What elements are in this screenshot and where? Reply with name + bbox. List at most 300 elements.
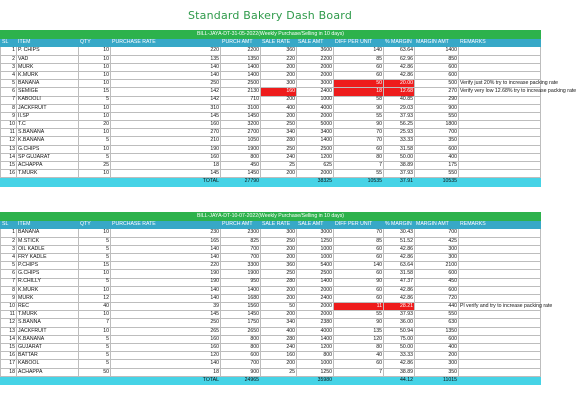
cell-diff-per-unit[interactable]: 7	[334, 162, 384, 170]
cell-item[interactable]: SEMIGE	[17, 88, 79, 96]
cell-diff-per-unit[interactable]: 55	[334, 112, 384, 120]
cell-sale-amt[interactable]: 1250	[297, 368, 334, 376]
cell-margin-amt[interactable]: 600	[415, 145, 459, 153]
cell-margin-amt[interactable]: 350	[415, 368, 459, 376]
cell-qty[interactable]: 10	[79, 270, 111, 278]
column-header-remarks[interactable]: REMARKS	[459, 221, 541, 229]
cell-remarks[interactable]	[459, 237, 541, 245]
cell-item[interactable]: T.C	[17, 121, 79, 129]
cell-item[interactable]: OIL KADLE	[17, 245, 79, 253]
cell-margin-pct[interactable]: 31.58	[384, 145, 415, 153]
cell-sale-amt[interactable]: 3000	[297, 80, 334, 88]
cell-margin-pct[interactable]: 42.86	[384, 294, 415, 302]
cell-purchase-rate[interactable]: 120	[111, 352, 221, 360]
cell-sl[interactable]: 10	[1, 121, 17, 129]
cell-item[interactable]: K.BANANA	[17, 335, 79, 343]
cell-qty[interactable]: 50	[79, 368, 111, 376]
cell-margin-amt[interactable]: 600	[415, 71, 459, 79]
cell-margin-pct[interactable]: 47.37	[384, 278, 415, 286]
column-header-sale-amt[interactable]: SALE AMT	[297, 221, 334, 229]
column-header-remarks[interactable]: REMARKS	[459, 39, 541, 47]
total-diff[interactable]	[334, 376, 384, 384]
cell-margin-pct[interactable]: 28.21	[384, 303, 415, 311]
cell-diff-per-unit[interactable]: 85	[334, 55, 384, 63]
cell-margin-amt[interactable]: 1800	[415, 121, 459, 129]
cell-purch-amt[interactable]: 1400	[221, 71, 261, 79]
cell-remarks[interactable]	[459, 63, 541, 71]
cell-sale-rate[interactable]: 300	[261, 229, 297, 237]
cell-margin-amt[interactable]: 600	[415, 270, 459, 278]
cell-item[interactable]: BATTAR	[17, 352, 79, 360]
cell-sale-rate[interactable]: 200	[261, 71, 297, 79]
cell-margin-amt[interactable]: 400	[415, 344, 459, 352]
cell-sale-rate[interactable]: 340	[261, 129, 297, 137]
cell-purch-amt[interactable]: 700	[221, 253, 261, 261]
cell-margin-pct[interactable]: 51.52	[384, 237, 415, 245]
cell-sale-amt[interactable]: 1400	[297, 278, 334, 286]
cell-item[interactable]: G.CHIPS	[17, 145, 79, 153]
cell-purchase-rate[interactable]: 210	[111, 137, 221, 145]
cell-qty[interactable]: 5	[79, 245, 111, 253]
cell-qty[interactable]: 5	[79, 344, 111, 352]
cell-qty[interactable]: 5	[79, 153, 111, 161]
cell-purchase-rate[interactable]: 310	[111, 104, 221, 112]
cell-remarks[interactable]	[459, 311, 541, 319]
cell-purch-amt[interactable]: 710	[221, 96, 261, 104]
cell-qty[interactable]: 12	[79, 294, 111, 302]
cell-remarks[interactable]	[459, 96, 541, 104]
cell-sl[interactable]: 7	[1, 278, 17, 286]
cell-qty[interactable]: 25	[79, 162, 111, 170]
total-label[interactable]: TOTAL	[1, 376, 221, 384]
column-header-purch-amt[interactable]: PURCH AMT	[221, 221, 261, 229]
cell-sl[interactable]: 3	[1, 245, 17, 253]
cell-sl[interactable]: 4	[1, 253, 17, 261]
cell-sale-rate[interactable]: 240	[261, 344, 297, 352]
cell-purchase-rate[interactable]: 140	[111, 63, 221, 71]
column-header-sale-amt[interactable]: SALE AMT	[297, 39, 334, 47]
cell-margin-amt[interactable]: 900	[415, 104, 459, 112]
cell-item[interactable]: S.BANNA	[17, 319, 79, 327]
cell-item[interactable]: VAD	[17, 55, 79, 63]
cell-item[interactable]: ACHAPPA	[17, 368, 79, 376]
cell-qty[interactable]: 10	[79, 229, 111, 237]
total-sale-amt[interactable]: 38325	[297, 178, 334, 186]
cell-purchase-rate[interactable]: 190	[111, 270, 221, 278]
cell-sale-amt[interactable]: 2000	[297, 112, 334, 120]
cell-sl[interactable]: 2	[1, 237, 17, 245]
cell-purch-amt[interactable]: 3100	[221, 104, 261, 112]
cell-diff-per-unit[interactable]: 60	[334, 294, 384, 302]
total-label[interactable]: TOTAL	[1, 178, 221, 186]
total-diff[interactable]: 10535	[334, 178, 384, 186]
cell-purch-amt[interactable]: 1560	[221, 303, 261, 311]
cell-sale-rate[interactable]: 340	[261, 319, 297, 327]
total-margin-amt[interactable]: 10535	[415, 178, 459, 186]
cell-margin-pct[interactable]: 42.86	[384, 360, 415, 368]
cell-margin-amt[interactable]: 175	[415, 162, 459, 170]
cell-purchase-rate[interactable]: 160	[111, 335, 221, 343]
cell-qty[interactable]: 10	[79, 55, 111, 63]
cell-sl[interactable]: 9	[1, 112, 17, 120]
cell-sale-rate[interactable]: 300	[261, 80, 297, 88]
cell-qty[interactable]: 5	[79, 335, 111, 343]
cell-diff-per-unit[interactable]: 55	[334, 170, 384, 178]
cell-purch-amt[interactable]: 1400	[221, 63, 261, 71]
cell-qty[interactable]: 5	[79, 253, 111, 261]
cell-item[interactable]: REC	[17, 303, 79, 311]
cell-remarks[interactable]	[459, 137, 541, 145]
cell-remarks[interactable]	[459, 245, 541, 253]
cell-margin-pct[interactable]: 38.89	[384, 368, 415, 376]
cell-purch-amt[interactable]: 1450	[221, 311, 261, 319]
cell-remarks[interactable]	[459, 270, 541, 278]
cell-qty[interactable]: 20	[79, 121, 111, 129]
cell-margin-pct[interactable]: 56.25	[384, 121, 415, 129]
cell-remarks[interactable]	[459, 153, 541, 161]
cell-sale-amt[interactable]: 1000	[297, 253, 334, 261]
cell-purch-amt[interactable]: 600	[221, 352, 261, 360]
cell-sale-rate[interactable]: 220	[261, 55, 297, 63]
cell-remarks[interactable]	[459, 253, 541, 261]
cell-sl[interactable]: 5	[1, 80, 17, 88]
cell-purch-amt[interactable]: 1680	[221, 294, 261, 302]
cell-sale-rate[interactable]: 280	[261, 137, 297, 145]
cell-sl[interactable]: 5	[1, 262, 17, 270]
cell-diff-per-unit[interactable]: 90	[334, 319, 384, 327]
cell-qty[interactable]: 7	[79, 319, 111, 327]
cell-remarks[interactable]	[459, 170, 541, 178]
cell-margin-pct[interactable]: 62.96	[384, 55, 415, 63]
cell-sale-amt[interactable]: 2000	[297, 303, 334, 311]
cell-sale-rate[interactable]: 200	[261, 253, 297, 261]
cell-margin-pct[interactable]: 42.86	[384, 286, 415, 294]
cell-diff-per-unit[interactable]: 60	[334, 270, 384, 278]
total-purch-amt[interactable]: 24965	[221, 376, 261, 384]
cell-sale-rate[interactable]: 200	[261, 112, 297, 120]
cell-purch-amt[interactable]: 3300	[221, 262, 261, 270]
cell-sale-amt[interactable]: 3000	[297, 229, 334, 237]
cell-sl[interactable]: 16	[1, 170, 17, 178]
cell-sale-rate[interactable]: 360	[261, 47, 297, 55]
cell-item[interactable]: SP GUJARAT	[17, 153, 79, 161]
cell-item[interactable]: KABOOLI	[17, 96, 79, 104]
cell-margin-amt[interactable]: 550	[415, 311, 459, 319]
cell-item[interactable]: G.CHIPS	[17, 270, 79, 278]
cell-remarks[interactable]	[459, 121, 541, 129]
cell-item[interactable]: K.BANANA	[17, 137, 79, 145]
cell-diff-per-unit[interactable]: 80	[334, 344, 384, 352]
cell-remarks[interactable]	[459, 262, 541, 270]
cell-margin-amt[interactable]: 290	[415, 96, 459, 104]
cell-sale-rate[interactable]: 200	[261, 170, 297, 178]
cell-qty[interactable]: 10	[79, 71, 111, 79]
cell-purchase-rate[interactable]: 140	[111, 245, 221, 253]
cell-remarks[interactable]	[459, 55, 541, 63]
cell-diff-per-unit[interactable]: 135	[334, 327, 384, 335]
cell-purchase-rate[interactable]: 142	[111, 96, 221, 104]
cell-sale-amt[interactable]: 2000	[297, 71, 334, 79]
cell-sale-rate[interactable]: 200	[261, 286, 297, 294]
cell-margin-pct[interactable]: 50.00	[384, 153, 415, 161]
cell-diff-per-unit[interactable]: 80	[334, 153, 384, 161]
cell-margin-amt[interactable]: 2100	[415, 262, 459, 270]
cell-sl[interactable]: 1	[1, 229, 17, 237]
column-header-sale-rate[interactable]: SALE RATE	[261, 221, 297, 229]
cell-sl[interactable]: 14	[1, 335, 17, 343]
cell-sale-amt[interactable]: 2000	[297, 286, 334, 294]
cell-item[interactable]: JACKFRUIT	[17, 327, 79, 335]
total-margin-pct[interactable]: 37.91	[384, 178, 415, 186]
cell-margin-amt[interactable]: 1400	[415, 47, 459, 55]
cell-sale-rate[interactable]: 200	[261, 360, 297, 368]
cell-purch-amt[interactable]: 825	[221, 237, 261, 245]
cell-margin-pct[interactable]: 50.00	[384, 344, 415, 352]
cell-sl[interactable]: 18	[1, 368, 17, 376]
cell-sale-amt[interactable]: 1000	[297, 96, 334, 104]
cell-item[interactable]: S.BANANA	[17, 129, 79, 137]
cell-qty[interactable]: 10	[79, 63, 111, 71]
cell-diff-per-unit[interactable]: 60	[334, 360, 384, 368]
cell-sale-rate[interactable]: 250	[261, 237, 297, 245]
cell-margin-pct[interactable]: 37.93	[384, 112, 415, 120]
cell-item[interactable]: K.MURK	[17, 71, 79, 79]
cell-margin-pct[interactable]: 42.86	[384, 71, 415, 79]
cell-sl[interactable]: 7	[1, 96, 17, 104]
cell-diff-per-unit[interactable]: 55	[334, 311, 384, 319]
cell-diff-per-unit[interactable]: 90	[334, 278, 384, 286]
cell-qty[interactable]: 5	[79, 278, 111, 286]
cell-diff-per-unit[interactable]: 60	[334, 286, 384, 294]
cell-sale-rate[interactable]: 200	[261, 245, 297, 253]
cell-diff-per-unit[interactable]: 140	[334, 262, 384, 270]
column-header-diff-per-unit[interactable]: DIFF PER UNIT	[334, 39, 384, 47]
cell-margin-pct[interactable]: 36.00	[384, 319, 415, 327]
total-sale-rate[interactable]	[261, 178, 297, 186]
cell-margin-amt[interactable]: 425	[415, 237, 459, 245]
cell-remarks[interactable]	[459, 368, 541, 376]
cell-item[interactable]: II.SP	[17, 112, 79, 120]
cell-sale-rate[interactable]: 25	[261, 368, 297, 376]
cell-diff-per-unit[interactable]: 40	[334, 352, 384, 360]
cell-margin-pct[interactable]: 38.89	[384, 162, 415, 170]
total-purch-amt[interactable]: 27790	[221, 178, 261, 186]
column-header-item[interactable]: ITEM	[17, 39, 79, 47]
cell-sale-amt[interactable]: 800	[297, 352, 334, 360]
cell-qty[interactable]: 10	[79, 129, 111, 137]
cell-purchase-rate[interactable]: 145	[111, 112, 221, 120]
cell-margin-amt[interactable]: 500	[415, 80, 459, 88]
cell-sale-rate[interactable]: 200	[261, 294, 297, 302]
cell-remarks[interactable]	[459, 71, 541, 79]
cell-sale-amt[interactable]: 2500	[297, 145, 334, 153]
cell-sl[interactable]: 6	[1, 88, 17, 96]
cell-remarks[interactable]: Pl verify and try to increase packing rate	[460, 303, 553, 310]
cell-purch-amt[interactable]: 950	[221, 278, 261, 286]
cell-qty[interactable]: 15	[79, 262, 111, 270]
cell-purch-amt[interactable]: 1050	[221, 137, 261, 145]
cell-purch-amt[interactable]: 900	[221, 368, 261, 376]
column-header-item[interactable]: ITEM	[17, 221, 79, 229]
cell-purch-amt[interactable]: 2130	[221, 88, 261, 96]
cell-purch-amt[interactable]: 450	[221, 162, 261, 170]
cell-sale-amt[interactable]: 5000	[297, 121, 334, 129]
column-header-diff-per-unit[interactable]: DIFF PER UNIT	[334, 221, 384, 229]
cell-purch-amt[interactable]: 1900	[221, 270, 261, 278]
cell-sl[interactable]: 16	[1, 352, 17, 360]
cell-purchase-rate[interactable]: 140	[111, 360, 221, 368]
cell-sale-amt[interactable]: 5400	[297, 262, 334, 270]
cell-diff-per-unit[interactable]: 70	[334, 229, 384, 237]
cell-purchase-rate[interactable]: 250	[111, 319, 221, 327]
cell-sale-amt[interactable]: 4000	[297, 327, 334, 335]
cell-purchase-rate[interactable]: 160	[111, 344, 221, 352]
cell-sale-amt[interactable]: 1400	[297, 335, 334, 343]
cell-qty[interactable]: 10	[79, 170, 111, 178]
cell-purch-amt[interactable]: 1350	[221, 55, 261, 63]
cell-diff-per-unit[interactable]: 18	[334, 88, 384, 96]
cell-margin-pct[interactable]: 30.43	[384, 229, 415, 237]
cell-purch-amt[interactable]: 3200	[221, 121, 261, 129]
cell-margin-pct[interactable]: 33.33	[384, 137, 415, 145]
cell-purchase-rate[interactable]: 190	[111, 145, 221, 153]
cell-sale-amt[interactable]: 1200	[297, 344, 334, 352]
cell-margin-amt[interactable]: 350	[415, 137, 459, 145]
cell-diff-per-unit[interactable]: 85	[334, 237, 384, 245]
cell-remarks[interactable]	[459, 327, 541, 335]
column-header-qty[interactable]: QTY	[79, 39, 111, 47]
cell-sale-amt[interactable]: 3400	[297, 129, 334, 137]
cell-remarks[interactable]	[459, 112, 541, 120]
cell-qty[interactable]: 40	[79, 303, 111, 311]
cell-qty[interactable]: 5	[79, 360, 111, 368]
cell-remarks[interactable]	[459, 104, 541, 112]
cell-diff-per-unit[interactable]: 70	[334, 129, 384, 137]
cell-sale-rate[interactable]: 200	[261, 96, 297, 104]
cell-margin-amt[interactable]: 450	[415, 278, 459, 286]
cell-margin-amt[interactable]: 400	[415, 153, 459, 161]
cell-margin-amt[interactable]: 440	[415, 303, 459, 311]
cell-purchase-rate[interactable]: 230	[111, 229, 221, 237]
cell-sale-rate[interactable]: 200	[261, 311, 297, 319]
cell-diff-per-unit[interactable]: 11	[334, 303, 384, 311]
cell-sale-amt[interactable]: 4000	[297, 104, 334, 112]
cell-sale-rate[interactable]: 250	[261, 145, 297, 153]
cell-margin-pct[interactable]: 20.00	[384, 80, 415, 88]
cell-remarks[interactable]	[459, 319, 541, 327]
cell-item[interactable]: T.MURK	[17, 311, 79, 319]
cell-sale-amt[interactable]: 2400	[297, 294, 334, 302]
cell-qty[interactable]: 15	[79, 88, 111, 96]
cell-purch-amt[interactable]: 2300	[221, 229, 261, 237]
cell-sale-rate[interactable]: 200	[261, 63, 297, 71]
cell-sl[interactable]: 15	[1, 344, 17, 352]
cell-remarks[interactable]	[459, 344, 541, 352]
cell-remarks[interactable]: Verify just 20% try to increase packing rate	[460, 80, 559, 87]
cell-margin-amt[interactable]: 200	[415, 352, 459, 360]
total-sale-rate[interactable]	[261, 376, 297, 384]
cell-sl[interactable]: 14	[1, 153, 17, 161]
cell-item[interactable]: BANANA	[17, 229, 79, 237]
cell-sl[interactable]: 11	[1, 311, 17, 319]
cell-item[interactable]: BANANA	[17, 80, 79, 88]
cell-purch-amt[interactable]: 1450	[221, 112, 261, 120]
cell-purchase-rate[interactable]: 140	[111, 294, 221, 302]
cell-remarks[interactable]	[459, 278, 541, 286]
cell-item[interactable]: P.CHIPS	[17, 262, 79, 270]
cell-item[interactable]: P. CHIPS	[17, 47, 79, 55]
cell-qty[interactable]: 10	[79, 80, 111, 88]
cell-sale-amt[interactable]: 2500	[297, 270, 334, 278]
cell-diff-per-unit[interactable]: 60	[334, 245, 384, 253]
cell-margin-amt[interactable]: 550	[415, 112, 459, 120]
cell-sale-amt[interactable]: 1250	[297, 237, 334, 245]
cell-margin-pct[interactable]: 63.64	[384, 262, 415, 270]
column-header-purch-amt[interactable]: PURCH AMT	[221, 39, 261, 47]
cell-margin-pct[interactable]: 37.93	[384, 170, 415, 178]
cell-remarks[interactable]	[459, 162, 541, 170]
column-header-purchase-rate[interactable]: PURCHASE RATE	[111, 39, 221, 47]
cell-sale-rate[interactable]: 400	[261, 327, 297, 335]
cell-margin-pct[interactable]: 75.00	[384, 335, 415, 343]
cell-margin-amt[interactable]: 1350	[415, 327, 459, 335]
cell-sale-amt[interactable]: 2400	[297, 88, 334, 96]
cell-sl[interactable]: 11	[1, 129, 17, 137]
column-header-margin-pct[interactable]: % MARGIN	[384, 39, 415, 47]
cell-sale-amt[interactable]: 3600	[297, 47, 334, 55]
cell-remarks[interactable]	[459, 286, 541, 294]
total-remarks[interactable]	[459, 178, 541, 186]
cell-diff-per-unit[interactable]: 50	[334, 80, 384, 88]
cell-purchase-rate[interactable]: 39	[111, 303, 221, 311]
cell-purchase-rate[interactable]: 145	[111, 311, 221, 319]
cell-purch-amt[interactable]: 2500	[221, 80, 261, 88]
cell-sale-rate[interactable]: 360	[261, 262, 297, 270]
cell-qty[interactable]: 5	[79, 237, 111, 245]
cell-margin-pct[interactable]: 40.85	[384, 96, 415, 104]
cell-margin-pct[interactable]: 42.86	[384, 245, 415, 253]
cell-purchase-rate[interactable]: 18	[111, 162, 221, 170]
cell-sale-amt[interactable]: 1000	[297, 245, 334, 253]
cell-margin-pct[interactable]: 31.58	[384, 270, 415, 278]
cell-margin-amt[interactable]: 300	[415, 245, 459, 253]
cell-sale-amt[interactable]: 625	[297, 162, 334, 170]
cell-remarks[interactable]	[459, 129, 541, 137]
total-margin-amt[interactable]: 11015	[415, 376, 459, 384]
cell-item[interactable]: K.MURK	[17, 286, 79, 294]
cell-sale-amt[interactable]: 1400	[297, 137, 334, 145]
cell-diff-per-unit[interactable]: 90	[334, 104, 384, 112]
cell-item[interactable]: R.CHILLY	[17, 278, 79, 286]
cell-diff-per-unit[interactable]: 60	[334, 145, 384, 153]
cell-purch-amt[interactable]: 2200	[221, 47, 261, 55]
cell-diff-per-unit[interactable]: 58	[334, 96, 384, 104]
cell-diff-per-unit[interactable]: 60	[334, 63, 384, 71]
cell-qty[interactable]: 10	[79, 311, 111, 319]
cell-margin-amt[interactable]: 600	[415, 63, 459, 71]
cell-remarks[interactable]	[459, 145, 541, 153]
cell-qty[interactable]: 10	[79, 145, 111, 153]
cell-sale-rate[interactable]: 400	[261, 104, 297, 112]
cell-sale-rate[interactable]: 240	[261, 153, 297, 161]
cell-sale-rate[interactable]: 250	[261, 270, 297, 278]
cell-item[interactable]: JACKFRUIT	[17, 104, 79, 112]
cell-purch-amt[interactable]: 700	[221, 360, 261, 368]
cell-sale-rate[interactable]: 250	[261, 121, 297, 129]
cell-diff-per-unit[interactable]: 60	[334, 71, 384, 79]
cell-qty[interactable]: 10	[79, 104, 111, 112]
cell-sale-rate[interactable]: 160	[261, 88, 297, 96]
